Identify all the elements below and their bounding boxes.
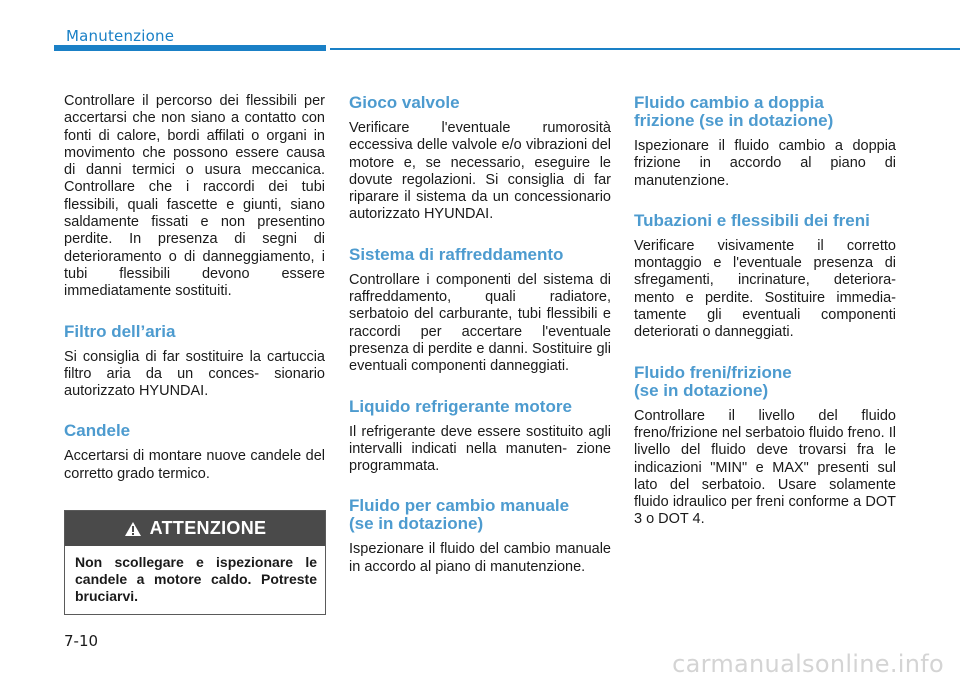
warning-header <box>65 511 325 546</box>
page-number: 7-10 <box>64 632 99 650</box>
spark-plugs-heading: Candele <box>64 421 131 441</box>
manual-transmission-paragraph: Ispezionare il fluido del cambio manuale in accordo al piano di manutenzione. <box>349 541 611 575</box>
coolant-heading: Liquido refrigerante motore <box>349 396 572 416</box>
header-rule-thin <box>330 48 960 50</box>
air-filter-heading: Filtro dell’aria <box>64 321 176 341</box>
section-title: Manutenzione <box>66 27 175 45</box>
dct-fluid-heading-sub: frizione (se in dotazione) <box>634 111 834 130</box>
dct-fluid-paragraph: Ispezionare il fluido cambio a doppia frizione in accordo al piano di manutenzione. <box>634 138 896 189</box>
brake-fluid-heading: Fluido freni/frizione <box>634 362 792 382</box>
valve-clearance-paragraph: Verificare l'eventuale rumorosità eccessiva delle valvole e/o vibrazioni del motore e, se necessario, eseguire le dovute regolazioni. Si consiglia di far riparare il sistema da un concessionario autorizzato HYUNDAI. <box>349 120 611 223</box>
manual-transmission-heading-sub: (se in dotazione) <box>349 514 484 534</box>
column-left <box>64 93 325 483</box>
warning-triangle-icon <box>124 521 142 537</box>
valve-clearance-heading: Gioco valvole <box>349 93 460 112</box>
header-rule-thick <box>54 45 326 51</box>
coolant-paragraph: Il refrigerante deve essere sostituito agli intervalli indicati nella manuten- zione programmata. <box>349 423 611 475</box>
warning-box <box>64 510 326 615</box>
warning-label: ATTENZIONE <box>149 518 267 538</box>
spark-plugs-paragraph: Accertarsi di montare nuove candele del corretto grado termico. <box>64 448 325 482</box>
cooling-system-heading: Sistema di raffreddamento <box>349 244 564 264</box>
warning-text: Non scollegare e ispezionare le candele a motore caldo. Potreste bruciarvi. <box>75 554 317 604</box>
watermark: carmanualsonline.info <box>672 650 944 678</box>
dct-fluid-heading: Fluido cambio a doppia <box>634 93 824 112</box>
manual-transmission-heading: Fluido per cambio manuale <box>349 496 570 516</box>
brake-lines-paragraph: Verificare visivamente il corretto montaggio e l'eventuale presenza di sfregamenti, incrinature, deteriora- mento e perdite. Sostituire immedia- tamente gli eventuali componenti deteriorati o danneggiati. <box>634 237 896 341</box>
column-right <box>634 93 896 529</box>
brake-fluid-heading-sub: (se in dotazione) <box>634 380 769 400</box>
column-middle <box>349 93 611 576</box>
air-filter-paragraph: Si consiglia di far sostituire la cartuccia filtro aria da un conces- sionario autorizzato HYUNDAI. <box>64 348 325 400</box>
brake-fluid-paragraph: Controllare il livello del fluido freno/frizione nel serbatoio fluido freno. Il livello del fluido deve trovarsi fra le indicazioni "MIN" e MAX" presenti sul lato del serbatoio. Usare solamente fluido idraulico per freni conforme a DOT 3 o DOT 4. <box>634 407 896 528</box>
cooling-system-paragraph: Controllare i componenti del sistema di raffreddamento, quali radiatore, serbatoio del carburante, tubi flessibili e raccordi per accertare l'eventuale presenza di perdite e danni. Sostituire gli eventuali componenti danneggiati. <box>349 271 611 375</box>
brake-lines-heading: Tubazioni e flessibili dei freni <box>634 210 870 230</box>
hoses-paragraph: Controllare il percorso dei flessibili per accertarsi che non siano a contatto con fonti di calore, bordi affilati o organi in movimento che possono essere causa di danni termici o usura meccanica. Controllare che i raccordi dei tubi flessibili, quali fascette e giunti, siano saldamente fissati e non presentino perdite. In presenza di segni di deterioramento o di danneggiamento, i tubi flessibili devono essere immediatamente sostituiti. <box>64 93 325 300</box>
